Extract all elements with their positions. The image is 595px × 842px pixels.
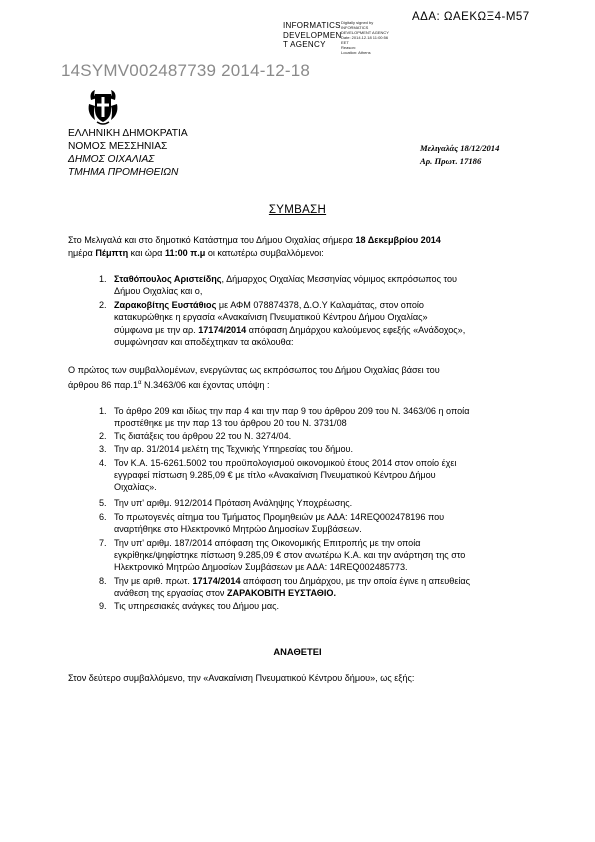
- item-text: Τις υπηρεσιακές ανάγκες του Δήμου μας.: [114, 600, 280, 611]
- item-text: Την αρ. 31/2014 μελέτη της Τεχνικής Υπηρεσίας του δήμου.: [114, 443, 354, 454]
- item-text: εγκρίθηκε/ψηφίστηκε πίστωση 9.285,09 € στον ανωτέρω Κ.Α. και την ανάρτηση της στο: [114, 549, 466, 560]
- considerations-list: [0, 405, 595, 614]
- party-text: Δήμου Οιχαλίας και ο,: [114, 286, 203, 297]
- intro-time: 11:00 π.μ: [164, 247, 206, 258]
- representation-text: άρθρου 86 παρ.1: [68, 379, 139, 390]
- intro-text: Στο Μελιγαλά και στο δημοτικό Κατάστημα του Δήμου Οιχαλίας σήμερα: [68, 235, 356, 245]
- list-item: [0, 430, 595, 443]
- list-item: [0, 497, 595, 511]
- header-municipality: ΔΗΜΟΣ ΟΙΧΑΛΙΑΣ: [68, 154, 155, 165]
- item-text: Τις διατάξεις του άρθρου 22 του Ν. 3274/04.: [114, 431, 292, 441]
- intro-paragraph: [68, 234, 528, 259]
- party-text: με ΑΦΜ 078874378, Δ.Ο.Υ Καλαμάτας, στον οποίο: [216, 300, 424, 310]
- list-number: 3.: [99, 443, 107, 454]
- representation-text: Ο πρώτος των συμβαλλομένων, ενεργώντας ως εκπρόσωπος του Δήμου Οιχαλίας βάσει του: [68, 365, 440, 375]
- list-item: [0, 457, 595, 497]
- list-item: [0, 511, 595, 537]
- list-number: 1.: [99, 274, 107, 284]
- stamp-detail: Digitally signed by: [341, 20, 374, 25]
- stamp-line: INFORMATICS: [283, 21, 341, 30]
- item-text: εγγραφεί πίστωση 9.285,09 € με τίτλο «Ανακαίνιση Πνευματικού Κέντρου Δήμου: [114, 469, 436, 480]
- protocol-number: Αρ. Πρωτ. 17186: [420, 156, 482, 166]
- item-text: Ηλεκτρονικό Μητρώο Δημοσίων Συμβάσεων με ΑΔΑ: 14REQ002485773.: [114, 562, 408, 573]
- list-number: 1.: [99, 406, 107, 416]
- stamp-detail: Date: 2014.12.18 11:00:56: [341, 35, 389, 40]
- decision-number: 17174/2014: [192, 575, 241, 586]
- document-watermark-id: 14SYMV002487739 2014-12-18: [61, 61, 311, 80]
- signature-stamp-label: [283, 21, 342, 50]
- list-number: 2.: [99, 300, 107, 310]
- item-text: Τον Κ.Α. 15-6261.5002 του προϋπολογισμού οικονομικού έτους 2014 στον οποίο έχει: [114, 457, 457, 468]
- item-text: απόφαση του Δημάρχου, με την οποία έγινε η απευθείας: [240, 575, 471, 586]
- party-text: , Δήμαρχος Οιχαλίας Μεσσηνίας νόμιμος εκπρόσωπος του: [221, 274, 458, 284]
- list-item: [0, 600, 595, 614]
- item-text: Οιχαλίας».: [114, 482, 157, 493]
- representation-paragraph: [68, 364, 528, 391]
- list-item: [0, 443, 595, 457]
- list-item: [0, 575, 595, 600]
- header-department: ΤΜΗΜΑ ΠΡΟΜΗΘΕΙΩΝ: [68, 167, 179, 178]
- intro-text: και ώρα: [128, 247, 165, 258]
- list-number: 7.: [99, 537, 107, 548]
- intro-date: 18 Δεκεμβρίου 2014: [355, 235, 441, 245]
- party-name: Ζαρακοβίτης Ευστάθιος: [114, 300, 217, 310]
- list-number: 9.: [99, 600, 107, 611]
- item-text: προστέθηκε με την παρ 13 του άρθρου 20 του Ν. 3731/08: [114, 418, 347, 429]
- item-text: Το πρωτογενές αίτημα του Τμήματος Προμηθειών με ΑΔΑ: 14REQ002478196 που: [114, 511, 445, 522]
- stamp-detail: INFORMATICS: [341, 25, 369, 30]
- document-title: ΣΥΜΒΑΣΗ: [268, 204, 327, 216]
- list-item: [0, 405, 595, 430]
- item-text: Την υπ' αριθμ. 912/2014 Πρόταση Ανάληψης Υποχρέωσης.: [114, 497, 353, 508]
- stamp-detail: EET: [341, 40, 349, 45]
- item-text: αναρτήθηκε στο Ηλεκτρονικό Μητρώο Δημοσίων Συμβάσεων.: [114, 523, 362, 534]
- list-number: 2.: [99, 431, 107, 441]
- stamp-detail: Reason:: [341, 45, 356, 50]
- party-name: Σταθόπουλος Αριστείδης: [114, 274, 222, 284]
- signature-stamp-details: [341, 20, 389, 55]
- party-text: κατακυρώθηκε η εργασία «Ανακαίνιση Πνευματικού Κέντρου Δήμου Οιχαλίας»: [114, 312, 428, 323]
- superscript: α: [138, 379, 142, 386]
- section-heading: ΑΝΑΘΕΤΕΙ: [273, 646, 322, 657]
- list-number: 6.: [99, 511, 107, 522]
- party-text: συμφώνησαν και αποδέχτηκαν τα ακόλουθα:: [114, 336, 294, 347]
- header-country: ΕΛΛΗΝΙΚΗ ΔΗΜΟΚΡΑΤΙΑ: [68, 128, 188, 139]
- party-list: [0, 273, 595, 351]
- greek-emblem-icon: [85, 86, 121, 126]
- item-text: ανάθεση της εργασίας στον: [114, 587, 227, 598]
- list-item: [0, 299, 595, 351]
- list-item: [0, 537, 595, 575]
- list-number: 8.: [99, 575, 107, 586]
- representation-text: Ν.3463/06 και έχοντας υπόψη :: [141, 379, 270, 390]
- intro-day: Πέμπτη: [95, 247, 129, 258]
- party-text: απόφαση Δημάρχου καλούμενος εφεξής «Ανάδοχος»,: [246, 324, 466, 335]
- list-number: 5.: [99, 497, 107, 508]
- stamp-detail: Location: Athens: [341, 50, 371, 55]
- contractor-name: ΖΑΡΑΚΟΒΙΤΗ ΕΥΣΤΑΘΙΟ.: [226, 587, 337, 598]
- intro-text: οι κατωτέρω συμβαλλόμενοι:: [205, 247, 324, 258]
- closing-line: Στον δεύτερο συμβαλλόμενο, την «Ανακαίνιση Πνευματικού Κέντρου δήμου», ως εξής:: [68, 673, 415, 683]
- ada-code: ΑΔΑ: ΩΑΕΚΩΞ4-Μ57: [412, 11, 530, 23]
- list-item: [0, 273, 595, 299]
- item-text: Το άρθρο 209 και ιδίως την παρ 4 και την παρ 9 του άρθρου 209 του Ν. 3463/06 η οποία: [114, 406, 470, 416]
- decision-number: 17174/2014: [198, 324, 247, 335]
- list-number: 4.: [99, 457, 107, 468]
- party-text: σύμφωνα με την αρ.: [114, 324, 199, 335]
- place-date: Μελιγαλάς 18/12/2014: [420, 143, 500, 153]
- stamp-detail: DEVELOPMENT AGENCY: [341, 30, 389, 35]
- stamp-line: DEVELOPMEN: [283, 30, 342, 40]
- stamp-line: T AGENCY: [283, 40, 326, 49]
- item-text: Την υπ' αριθμ. 187/2014 απόφαση της Οικονομικής Επιτροπής με την οποία: [114, 537, 421, 548]
- intro-text: ημέρα: [68, 247, 96, 258]
- item-text: Την με αριθ. πρωτ.: [114, 575, 193, 586]
- header-prefecture: ΝΟΜΟΣ ΜΕΣΣΗΝΙΑΣ: [68, 141, 168, 152]
